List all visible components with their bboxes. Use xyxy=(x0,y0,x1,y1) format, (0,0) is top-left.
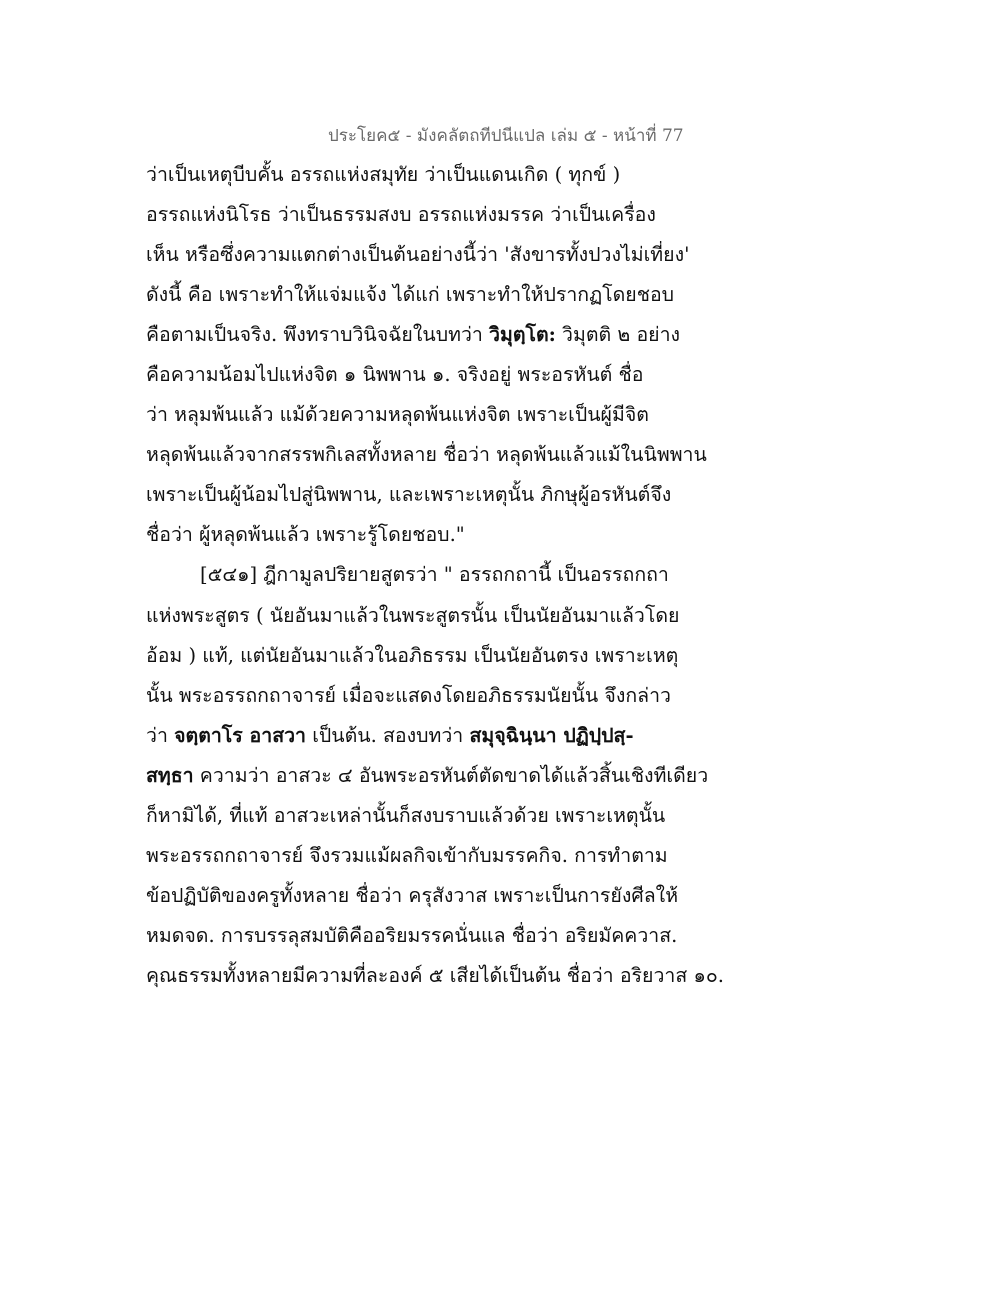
body-line-6 xyxy=(146,362,643,388)
text-run: เพราะเป็นผู้น้อมไปสู่นิพพาน, และเพราะเหตุนั้น ภิกษุผู้อรหันต์จึง xyxy=(146,483,672,506)
pali-term: จตฺตาโร อาสวา xyxy=(174,724,307,747)
text-run: ว่า หลุมพ้นแล้ว แม้ด้วยความหลุดพ้นแห่งจิต เพราะเป็นผู้มีจิต xyxy=(146,403,649,426)
body-line-15 xyxy=(146,723,634,749)
text-run: คุณธรรมทั้งหลายมีความที่ละองค์ ๕ เสียได้เป็นต้น ชื่อว่า อริยวาส ๑๐. xyxy=(146,964,724,987)
text-run: อ้อม ) แท้, แต่นัยอันมาแล้วในอภิธรรม เป็นนัยอันตรง เพราะเหตุ xyxy=(146,644,679,667)
text-run: เป็นต้น. สองบทว่า xyxy=(306,724,470,747)
text-run: นั้น พระอรรถกถาจารย์ เมื่อจะแสดงโดยอภิธรรมนัยนั้น จึงกล่าว xyxy=(146,684,671,707)
text-run: ว่า xyxy=(146,724,175,747)
body-line-5 xyxy=(146,322,680,348)
text-run: หมดจด. การบรรลุสมบัติคืออริยมรรคนั่นแล ชื่อว่า อริยมัคควาส. xyxy=(146,924,678,947)
text-run: ว่าเป็นเหตุบีบคั้น อรรถแห่งสมุทัย ว่าเป็นแดนเกิด ( ทุกข์ ) xyxy=(146,163,621,186)
body-line-18 xyxy=(146,843,668,869)
pali-term: วิมุตฺโต: xyxy=(489,323,556,346)
body-line-17 xyxy=(146,803,665,829)
text-run: พระอรรถกถาจารย์ จึงรวมแม้ผลกิจเข้ากับมรรคกิจ. การทำตาม xyxy=(146,844,668,867)
body-line-14 xyxy=(146,683,671,709)
body-line-11 xyxy=(200,562,669,588)
page-header: ประโยค๕ - มังคลัตถทีปนีแปล เล่ม ๕ - หน้าที่ 77 xyxy=(328,126,684,146)
text-run: ความว่า อาสวะ ๔ อันพระอรหันต์ตัดขาดได้แล้วสิ้นเชิงทีเดียว xyxy=(193,764,709,787)
body-line-3 xyxy=(146,242,689,268)
text-run: [๕๔๑] ฎีกามูลปริยายสูตรว่า " อรรถกถานี้ เป็นอรรถกถา xyxy=(200,563,669,586)
body-line-9 xyxy=(146,482,671,508)
text-run: ก็หามิได้, ที่แท้ อาสวะเหล่านั้นก็สงบราบแล้วด้วย เพราะเหตุนั้น xyxy=(146,804,666,827)
pali-term: สทฺธา xyxy=(146,764,194,787)
body-line-20 xyxy=(146,923,677,949)
body-line-4 xyxy=(146,282,674,308)
body-line-12 xyxy=(146,603,679,629)
text-run: หลุดพ้นแล้วจากสรรพกิเลสทั้งหลาย ชื่อว่า หลุดพ้นแล้วแม้ในนิพพาน xyxy=(146,443,707,466)
body-line-2 xyxy=(146,202,656,228)
text-run: คือตามเป็นจริง. พึงทราบวินิจฉัยในบทว่า xyxy=(146,323,490,346)
body-line-13 xyxy=(146,643,678,669)
body-line-19 xyxy=(146,883,678,909)
body-line-16 xyxy=(146,763,708,789)
text-run: อรรถแห่งนิโรธ ว่าเป็นธรรมสงบ อรรถแห่งมรรค ว่าเป็นเครื่อง xyxy=(146,203,656,226)
body-line-8 xyxy=(146,442,707,468)
body-line-10 xyxy=(146,522,465,548)
text-run: ชื่อว่า ผู้หลุดพ้นแล้ว เพราะรู้โดยชอบ." xyxy=(146,523,465,546)
body-line-7 xyxy=(146,402,649,428)
text-run: ดังนี้ คือ เพราะทำให้แจ่มแจ้ง ได้แก่ เพราะทำให้ปรากฏโดยชอบ xyxy=(146,283,675,306)
body-line-21 xyxy=(146,963,724,989)
text-run: ข้อปฏิบัติของครูทั้งหลาย ชื่อว่า ครุสังวาส เพราะเป็นการยังศีลให้ xyxy=(146,884,679,907)
text-run: เห็น หรือซึ่งความแตกต่างเป็นต้นอย่างนี้ว่า 'สังขารทั้งปวงไม่เที่ยง' xyxy=(146,243,690,266)
text-run: แห่งพระสูตร ( นัยอันมาแล้วในพระสูตรนั้น เป็นนัยอันมาแล้วโดย xyxy=(146,604,680,627)
text-run: วิมุตติ ๒ อย่าง xyxy=(555,323,681,346)
pali-term: สมุจฺฉินฺนา ปฏิปฺปสฺ- xyxy=(469,724,634,747)
text-run: คือความน้อมไปแห่งจิต ๑ นิพพาน ๑. จริงอยู่ พระอรหันต์ ชื่อ xyxy=(146,363,644,386)
body-line-1 xyxy=(146,162,620,188)
